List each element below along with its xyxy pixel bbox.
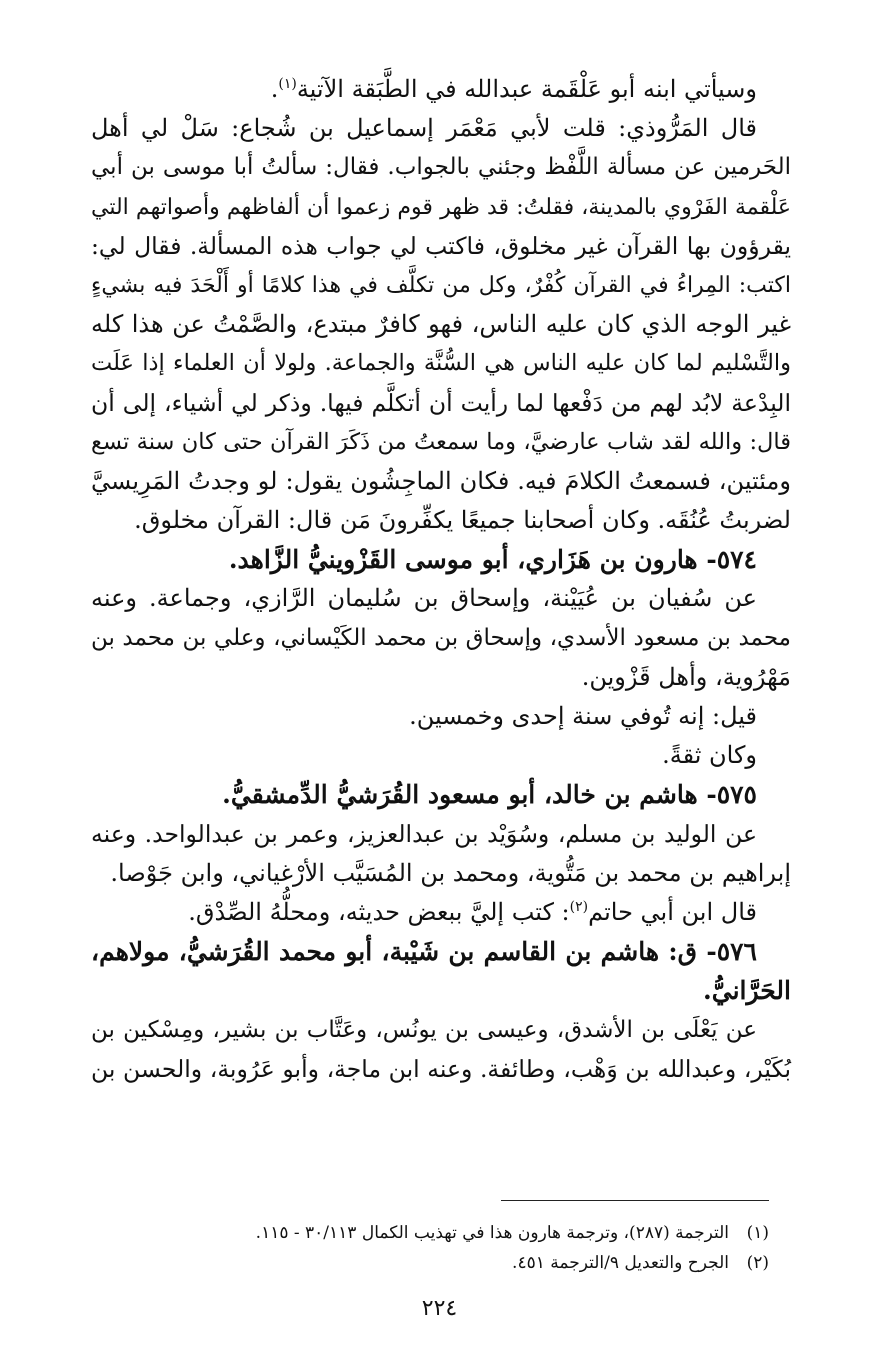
- line-text: والتَّسْليم لما كان عليه الناس هي السُّنَّة والجماعة. ولولا أن العلماء إذا عَلَت: [91, 350, 791, 377]
- line-text: مَهْرُوية، وأهل قَزْوين.: [581, 662, 791, 691]
- line-text: قال المَرُّوذي: قلت لأبي مَعْمَر إسماعيل بن شُجاع: سَلْ لي أهل: [91, 114, 757, 143]
- footnote: [89, 1218, 769, 1248]
- text-line: [91, 266, 791, 305]
- footnote-text: الترجمة (٢٨٧)، وترجمة هارون هذا في تهذيب الكمال ٣٠/١١٣ - ١١٥.: [255, 1223, 729, 1243]
- text-line: [91, 1050, 791, 1089]
- line-text: اكتب: المِراءُ في القرآن كُفْرٌ، وكل من تكلَّف في هذا كلامًا أو أَلْحَدَ فيه بشيءٍ: [91, 272, 791, 298]
- line-text: وسيأتي ابنه أبو عَلْقَمة عبدالله في الطَّبَقة الآتية: [296, 75, 757, 103]
- text-line: [91, 579, 791, 618]
- line-text: قال: والله لقد شاب عارضيَّ، وما سمعتُ من ذَكَرَ القرآن حتى كان سنة تسع: [91, 428, 791, 455]
- text-line: [91, 70, 791, 109]
- page-number: ٢٢٤: [421, 1296, 458, 1321]
- line-text: لضربتُ عُنُقَه. وكان أصحابنا جميعًا يكفِّرونَ مَن قال: القرآن مخلوق.: [134, 506, 791, 535]
- footnote-number: (٢): [746, 1253, 769, 1273]
- line-text: عَلْقمة الفَرْوي بالمدينة، فقلتُ: قد ظهر قوم زعموا أن ألفاظهم وأصواتهم التي: [91, 194, 791, 220]
- text-line: [91, 815, 791, 854]
- footnote: [89, 1248, 769, 1278]
- text-line: [91, 462, 791, 501]
- line-text: عن يَعْلَى بن الأشدق، وعيسى بن يونُس، وعَتَّاب بن بشير، ومِسْكين بن: [91, 1016, 757, 1043]
- text-line: [91, 305, 791, 344]
- line-text: البِدْعة لابُد لهم من دَفْعها لما رأيت أن أتكلَّم فيها. وذكر لي أشياء، إلى أن: [91, 388, 791, 417]
- line-text: بُكَيْر، وعبدالله بن وَهْب، وطائفة. وعنه ابن ماجة، وأبو عَرُوبة، والحسن بن: [91, 1054, 791, 1083]
- footnote-reference: (٢): [569, 898, 589, 915]
- text-line: [91, 384, 791, 423]
- text-line: [91, 109, 791, 148]
- line-text: ٥٧٥- هاشم بن خالد، أبو مسعود القُرَشيُّ الدِّمشقيُّ.: [222, 780, 757, 810]
- footnote-reference: (١): [278, 76, 297, 92]
- line-text: قال ابن أبي حاتم: [588, 897, 757, 926]
- footnote-text: الجرح والتعديل ٩/الترجمة ٤٥١.: [512, 1253, 729, 1273]
- line-text: عن سُفيان بن عُيَيْنة، وإسحاق بن سُليمان الرَّازي، وجماعة. وعنه: [91, 584, 757, 613]
- line-text-tail: .: [270, 75, 279, 103]
- text-line: [91, 619, 791, 658]
- entry-heading-line: [91, 932, 791, 971]
- text-line: [91, 736, 791, 775]
- text-line: [91, 893, 791, 932]
- text-line: [91, 148, 791, 187]
- line-text: وكان ثقةً.: [662, 741, 757, 770]
- text-line: [91, 1011, 791, 1050]
- line-text: غير الوجه الذي كان عليه الناس، فهو كافرٌ مبتدع، والصَّمْتُ عن هذا كله: [91, 310, 791, 339]
- line-text: ومئتين، فسمعتُ الكلامَ فيه. فكان الماجِشُون يقول: لو وجدتُ المَرِيسيَّ: [91, 466, 791, 495]
- line-text: عن الوليد بن مسلم، وسُوَيْد بن عبدالعزيز، وعمر بن عبدالواحد. وعنه: [91, 819, 757, 848]
- line-text: ٥٧٤- هارون بن هَزَاري، أبو موسى القَزْوينيُّ الزَّاهد.: [228, 545, 757, 575]
- line-text: محمد بن مسعود الأسدي، وإسحاق بن محمد الكَيْساني، وعلي بن محمد بن: [91, 624, 791, 651]
- line-text: قيل: إنه تُوفي سنة إحدى وخمسين.: [409, 702, 757, 730]
- entry-heading-line: [91, 971, 791, 1010]
- line-text: ٥٧٦- ق: هاشم بن القاسم بن شَيْبة، أبو محمد القُرَشيُّ، مولاهم،: [91, 937, 757, 967]
- footnotes-block: [89, 1218, 769, 1278]
- text-line: [91, 423, 791, 462]
- text-line: [91, 227, 791, 266]
- line-text: يقرؤون بها القرآن غير مخلوق، فاكتب لي جواب هذه المسألة. فقال لي:: [91, 231, 791, 260]
- footnote-number: (١): [746, 1223, 769, 1243]
- line-text: الحَرَّانيُّ.: [703, 976, 791, 1006]
- text-line: [91, 344, 791, 383]
- footnote-separator: [501, 1200, 769, 1201]
- entry-heading-line: [91, 540, 791, 579]
- main-text-block: [91, 70, 791, 1089]
- entry-heading-line: [91, 775, 791, 814]
- text-line: [91, 188, 791, 227]
- text-line: [91, 501, 791, 540]
- text-line: [91, 658, 791, 697]
- text-line: [91, 854, 791, 893]
- line-text-tail: : كتب إليَّ ببعض حديثه، ومحلُّهُ الصِّدْق.: [188, 897, 570, 926]
- line-text: الحَرمين عن مسألة اللَّفْظ وجئني بالجواب. فقال: سألتُ أبا موسى بن أبي: [91, 154, 791, 181]
- text-line: [91, 697, 791, 736]
- line-text: إبراهيم بن محمد بن مَتُّوية، ومحمد بن المُسَيَّب الأرْغياني، وابن جَوْصا.: [110, 858, 791, 887]
